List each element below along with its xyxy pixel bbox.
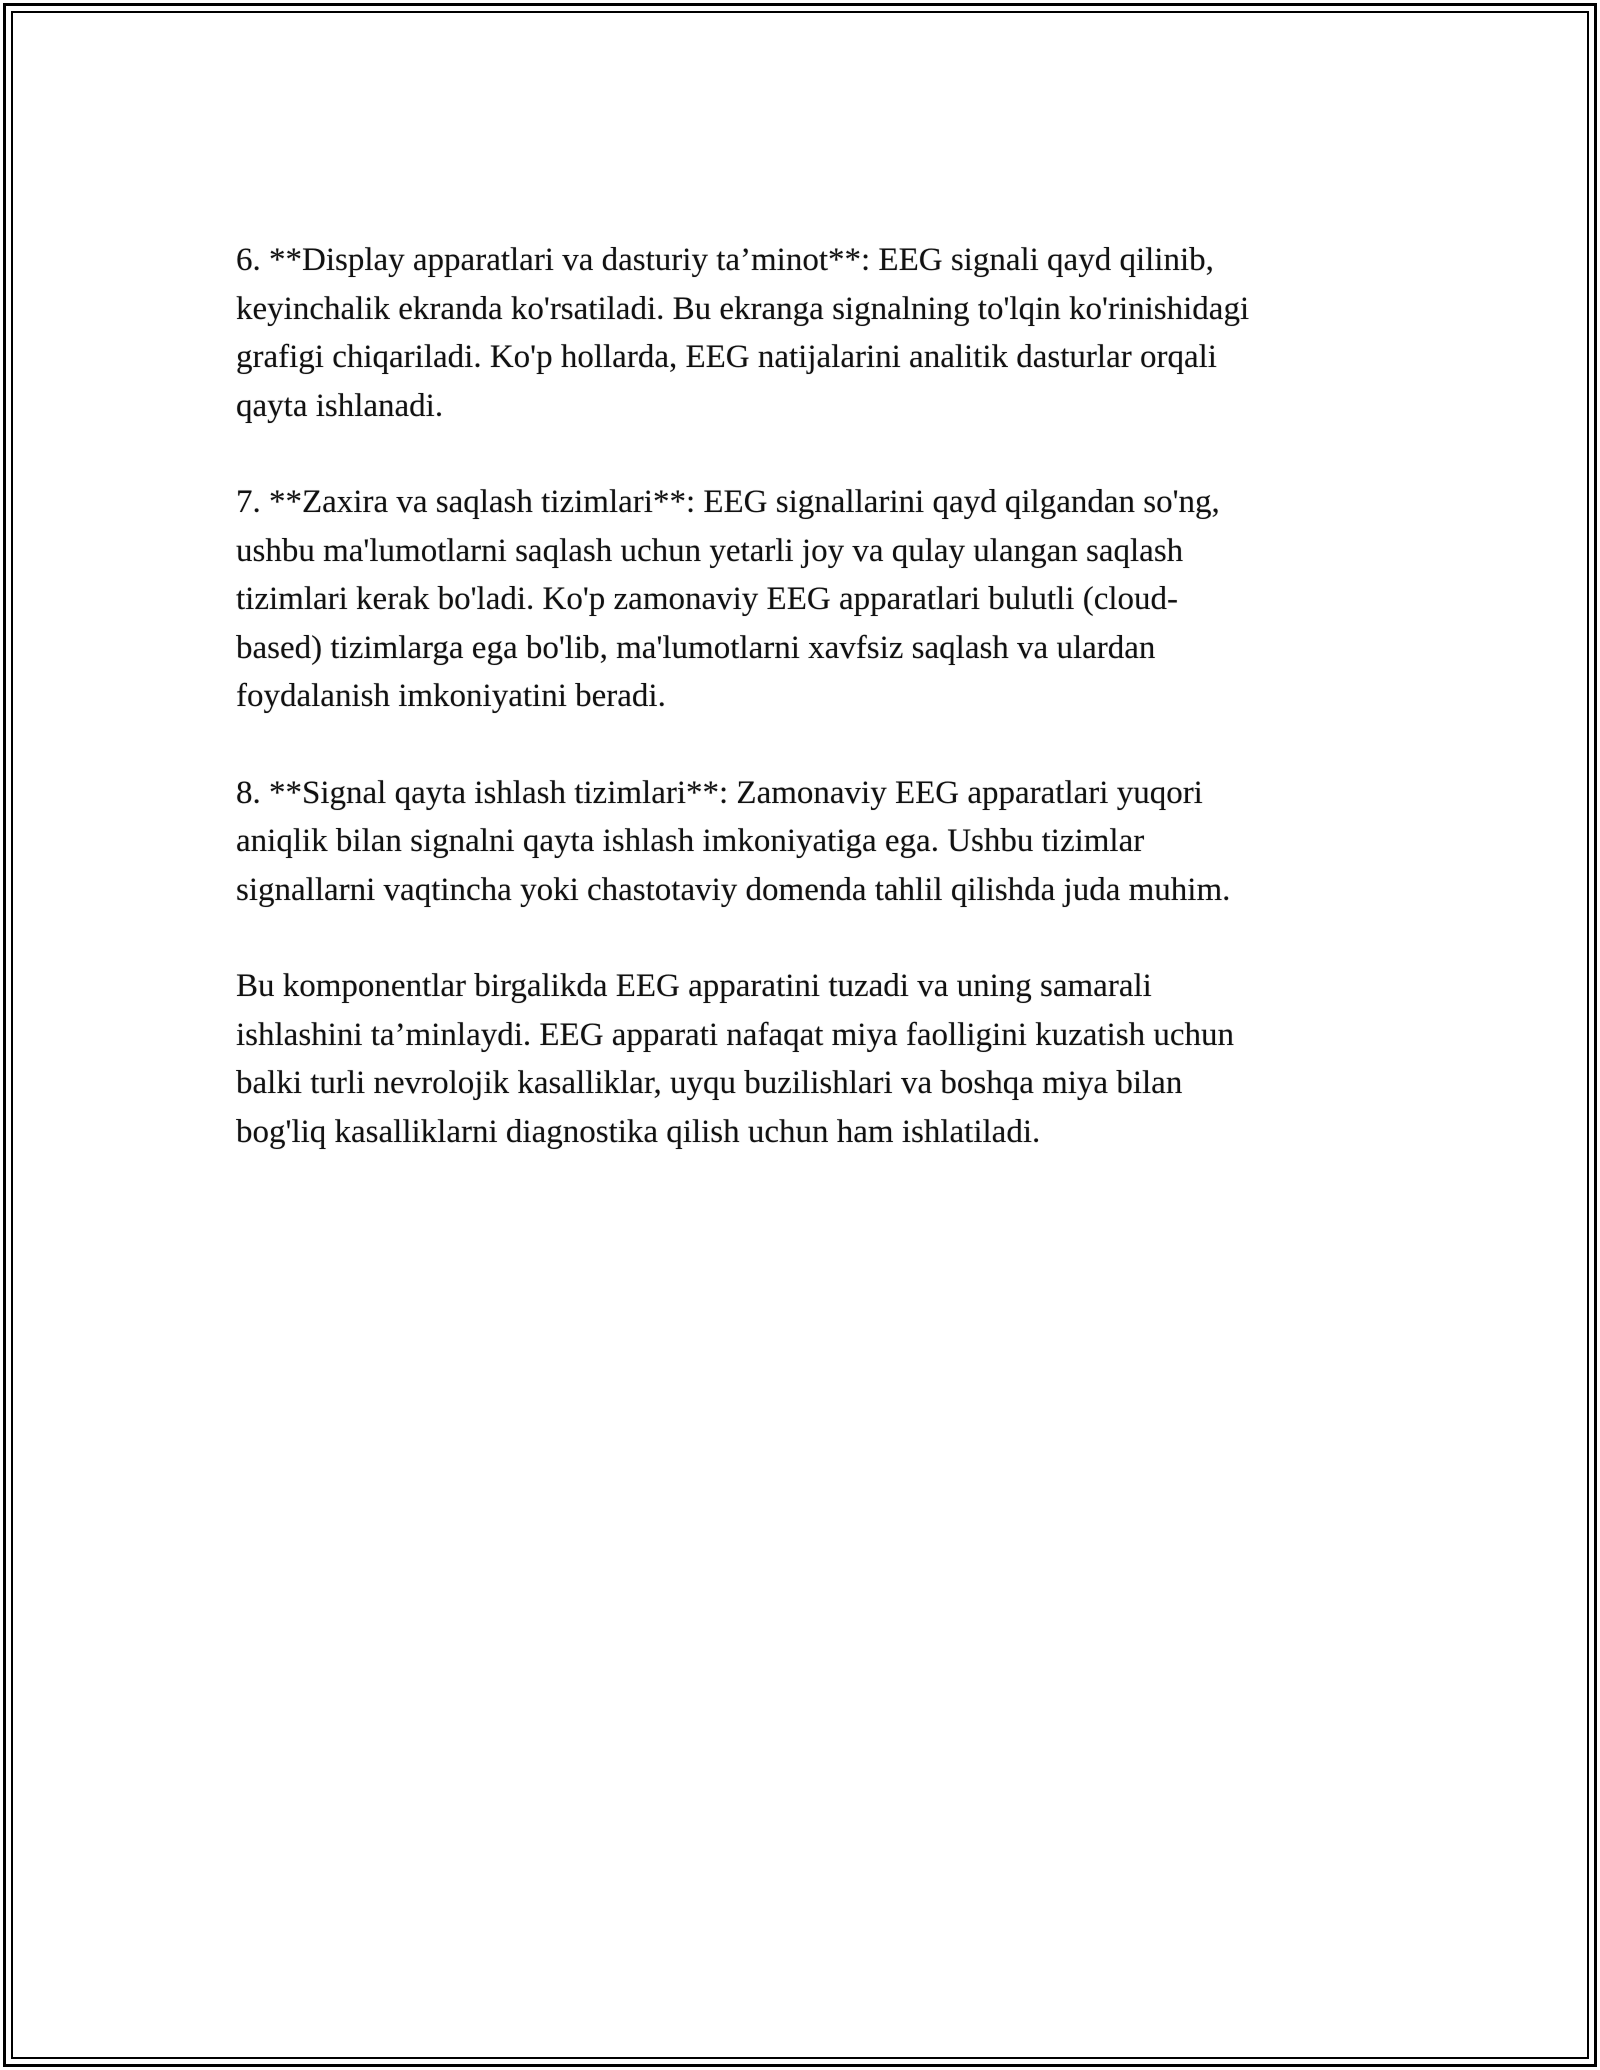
text-line: foydalanish imkoniyatini beradi.: [236, 678, 666, 714]
text-line: signallarni vaqtincha yoki chastotaviy domenda tahlil qilishda juda muhim.: [236, 871, 1231, 908]
text-line: grafigi chiqariladi. Ko'p hollarda, EEG natijalarini analitik dasturlar orqali: [236, 339, 1217, 375]
text-line: aniqlik bilan signalni qayta ishlash imkoniyatiga ega. Ushbu tizimlar: [236, 823, 1145, 859]
text-line: qayta ishlanadi.: [236, 387, 444, 424]
paragraph-conclusion: [236, 962, 1386, 1156]
document-body: [236, 236, 1386, 1204]
paragraph-display-software: [236, 236, 1386, 430]
text-line: keyinchalik ekranda ko'rsatiladi. Bu ekranga signalning to'lqin ko'rinishidagi: [236, 290, 1250, 327]
text-line: 7. **Zaxira va saqlash tizimlari**: EEG signallarini qayd qilgandan so'ng,: [236, 484, 1220, 520]
text-line: 6. **Display apparatlari va dasturiy ta’minot**: EEG signali qayd qilinib,: [236, 242, 1214, 278]
text-line: ishlashini ta’minlaydi. EEG apparati nafaqat miya faolligini kuzatish uchun: [236, 1016, 1234, 1053]
paragraph-signal-processing: [236, 769, 1386, 915]
paragraph-storage-systems: [236, 478, 1386, 721]
text-line: balki turli nevrolojik kasalliklar, uyqu buzilishlari va boshqa miya bilan: [236, 1065, 1183, 1101]
text-line: bog'liq kasalliklarni diagnostika qilish uchun ham ishlatiladi.: [236, 1113, 1041, 1150]
text-line: tizimlari kerak bo'ladi. Ko'p zamonaviy EEG apparatlari bulutli (cloud-: [236, 581, 1178, 617]
text-line: ushbu ma'lumotlarni saqlash uchun yetarli joy va qulay ulangan saqlash: [236, 532, 1184, 569]
text-line: 8. **Signal qayta ishlash tizimlari**: Zamonaviy EEG apparatlari yuqori: [236, 774, 1203, 811]
text-line: based) tizimlarga ega bo'lib, ma'lumotlarni xavfsiz saqlash va ulardan: [236, 629, 1156, 666]
text-line: Bu komponentlar birgalikda EEG apparatini tuzadi va uning samarali: [236, 968, 1152, 1004]
